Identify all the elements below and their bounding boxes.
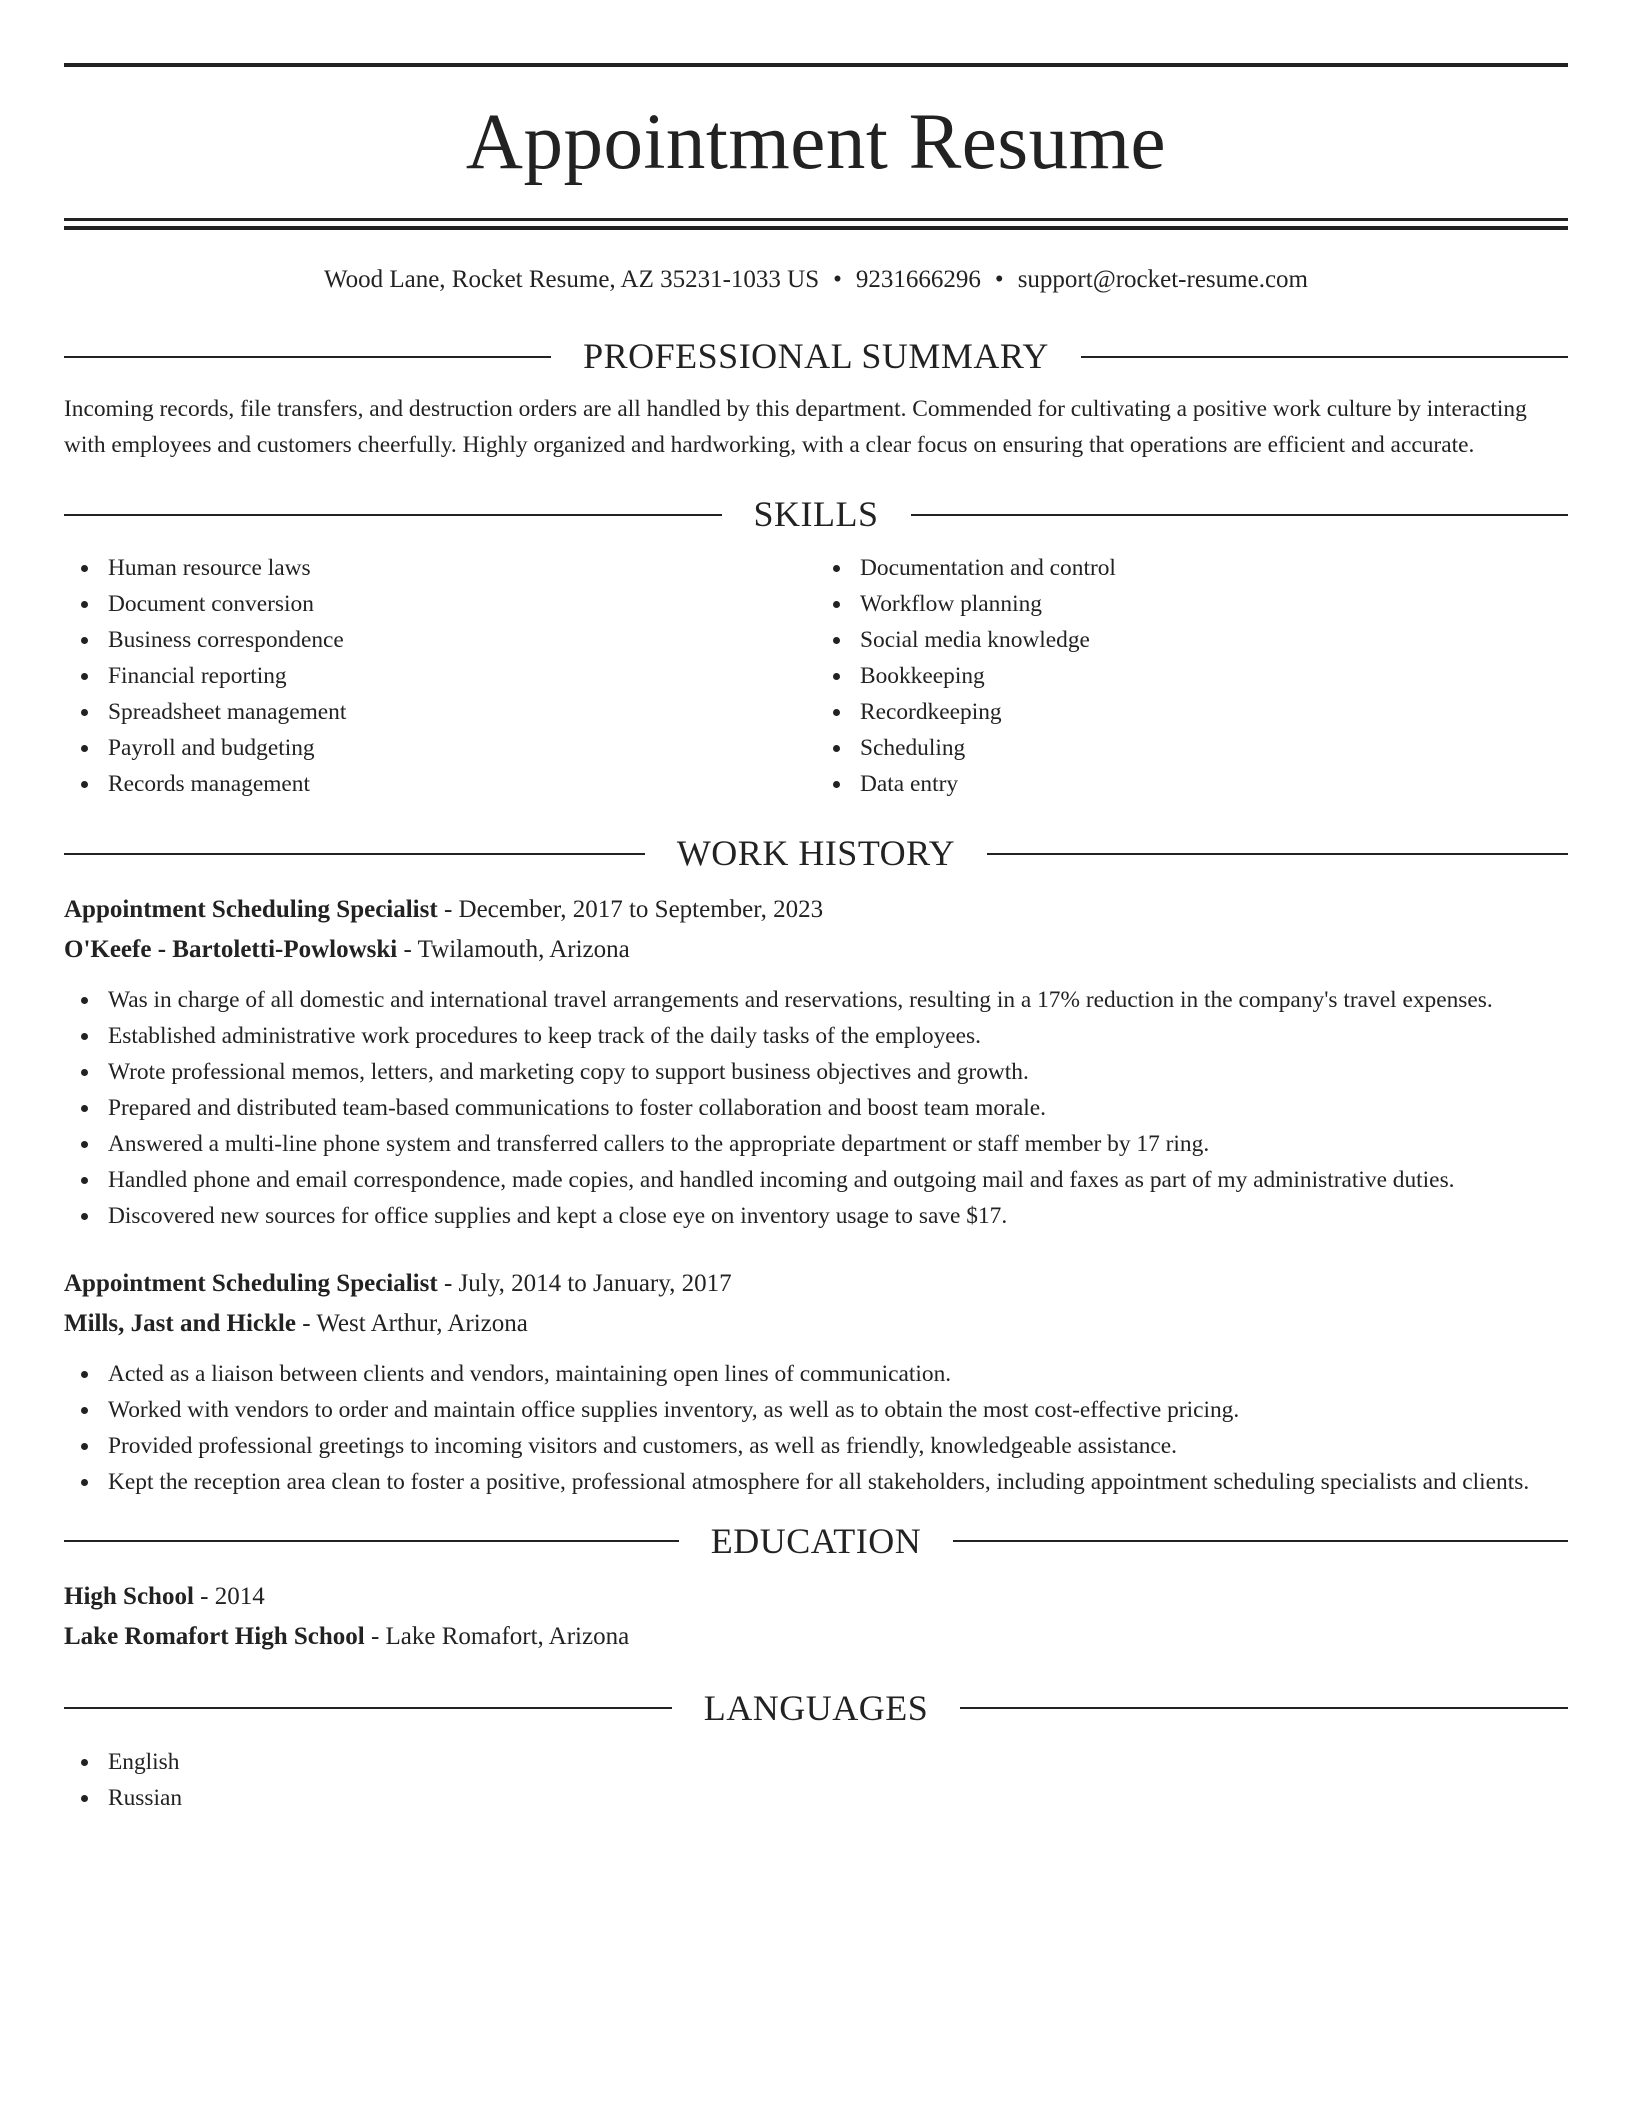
section-header-languages (64, 1687, 1568, 1730)
skill-item: Workflow planning (860, 586, 1568, 622)
section-rule-right (960, 1707, 1568, 1709)
language-item: Russian (108, 1780, 1568, 1816)
skill-item: Document conversion (108, 586, 816, 622)
section-header-education (64, 1520, 1568, 1563)
job-bullet: Was in charge of all domestic and international travel arrangements and reservations, resulting in a 17% reduction in the company's travel expenses. (108, 982, 1568, 1018)
contact-email: support@rocket-resume.com (1017, 266, 1308, 293)
section-title-work: WORK HISTORY (676, 833, 956, 874)
skill-item: Social media knowledge (860, 622, 1568, 658)
resume-title: Appointment Resume (465, 99, 1167, 186)
skill-item: Human resource laws (108, 550, 816, 586)
job-bullet: Kept the reception area clean to foster a positive, professional atmosphere for all stakeholders, including appointment scheduling specialists and clients. (108, 1464, 1568, 1500)
skills-column-left (64, 550, 816, 802)
skill-item: Records management (108, 766, 816, 802)
skill-item: Payroll and budgeting (108, 730, 816, 766)
contact-separator: • (833, 266, 842, 293)
contact-separator: • (994, 266, 1004, 293)
job-company: O'Keefe - Bartoletti-Powlowski (64, 935, 398, 963)
contact-address: Wood Lane, Rocket Resume, AZ 35231-1033 US (324, 266, 820, 293)
job-bullet: Worked with vendors to order and maintain office supplies inventory, as well as to obtain the most cost-effective pricing. (108, 1392, 1568, 1428)
section-rule-right (987, 853, 1568, 855)
section-header-summary (64, 335, 1568, 378)
education-school: Lake Romafort High School (64, 1622, 365, 1650)
skill-item: Data entry (860, 766, 1568, 802)
section-rule-left (64, 1707, 672, 1709)
section-header-work (64, 832, 1568, 875)
education-location: - Lake Romafort, Arizona (364, 1622, 630, 1650)
skill-item: Documentation and control (860, 550, 1568, 586)
section-title-education: EDUCATION (710, 1520, 922, 1561)
title-rule-lower (64, 226, 1568, 230)
job-dates: - December, 2017 to September, 2023 (437, 895, 824, 923)
job-bullets (64, 1356, 1568, 1500)
education-year: - 2014 (193, 1582, 265, 1610)
job-bullet: Acted as a liaison between clients and vendors, maintaining open lines of communication. (108, 1356, 1568, 1392)
skill-item: Recordkeeping (860, 694, 1568, 730)
job-company: Mills, Jast and Hickle (64, 1309, 296, 1337)
languages-list (64, 1744, 1568, 1816)
skill-item: Scheduling (860, 730, 1568, 766)
job-bullet: Answered a multi-line phone system and transferred callers to the appropriate department or staff member by 17 ring. (108, 1126, 1568, 1162)
section-rule-left (64, 1540, 679, 1542)
job-bullet: Established administrative work procedures to keep track of the daily tasks of the employees. (108, 1018, 1568, 1054)
job-entry (64, 1264, 1568, 1500)
section-title-languages: LANGUAGES (703, 1687, 929, 1728)
education-entry (64, 1577, 1568, 1657)
job-company-line (64, 930, 1568, 970)
job-location: - Twilamouth, Arizona (397, 935, 630, 963)
job-title: Appointment Scheduling Specialist (64, 1269, 438, 1297)
skills-grid (64, 550, 1568, 802)
language-item: English (108, 1744, 1568, 1780)
education-degree: High School (64, 1582, 194, 1610)
job-title: Appointment Scheduling Specialist (64, 895, 438, 923)
skill-item: Bookkeeping (860, 658, 1568, 694)
job-company-line (64, 1304, 1568, 1344)
education-degree-line (64, 1577, 1568, 1617)
job-title-line (64, 1264, 1568, 1304)
summary-text: Incoming records, file transfers, and destruction orders are all handled by this department. Commended for cultivating a positive work culture by interacting with employees and customers cheerfully. Highly organized and hardworking, with a clear focus on ensuring that operations are efficient and accurate. (64, 396, 1527, 459)
contact-line (64, 265, 1568, 295)
skill-item: Spreadsheet management (108, 694, 816, 730)
skill-item: Business correspondence (108, 622, 816, 658)
job-bullet: Provided professional greetings to incoming visitors and customers, as well as friendly, knowledgeable assistance. (108, 1428, 1568, 1464)
section-rule-left (64, 853, 645, 855)
job-title-line (64, 890, 1568, 930)
skills-column-right (816, 550, 1568, 802)
education-school-line (64, 1617, 1568, 1657)
section-rule-right (1081, 356, 1568, 358)
section-rule-right (953, 1540, 1568, 1542)
section-rule-left (64, 356, 551, 358)
section-rule-right (911, 514, 1569, 516)
skill-item: Financial reporting (108, 658, 816, 694)
job-bullet: Handled phone and email correspondence, made copies, and handled incoming and outgoing mail and faxes as part of my administrative duties. (108, 1162, 1568, 1198)
job-entry (64, 890, 1568, 1234)
contact-phone: 9231666296 (855, 266, 981, 293)
job-bullets (64, 982, 1568, 1234)
job-bullet: Discovered new sources for office supplies and kept a close eye on inventory usage to save $17. (108, 1198, 1568, 1234)
top-rule (64, 63, 1568, 67)
job-bullet: Prepared and distributed team-based communications to foster collaboration and boost team morale. (108, 1090, 1568, 1126)
title-rule-upper (64, 218, 1568, 221)
job-bullet: Wrote professional memos, letters, and marketing copy to support business objectives and growth. (108, 1054, 1568, 1090)
job-dates: - July, 2014 to January, 2017 (437, 1269, 732, 1297)
job-location: - West Arthur, Arizona (295, 1309, 528, 1337)
section-header-skills (64, 493, 1568, 536)
section-title-skills: SKILLS (753, 494, 879, 535)
section-rule-left (64, 514, 722, 516)
section-title-summary: PROFESSIONAL SUMMARY (583, 336, 1049, 376)
